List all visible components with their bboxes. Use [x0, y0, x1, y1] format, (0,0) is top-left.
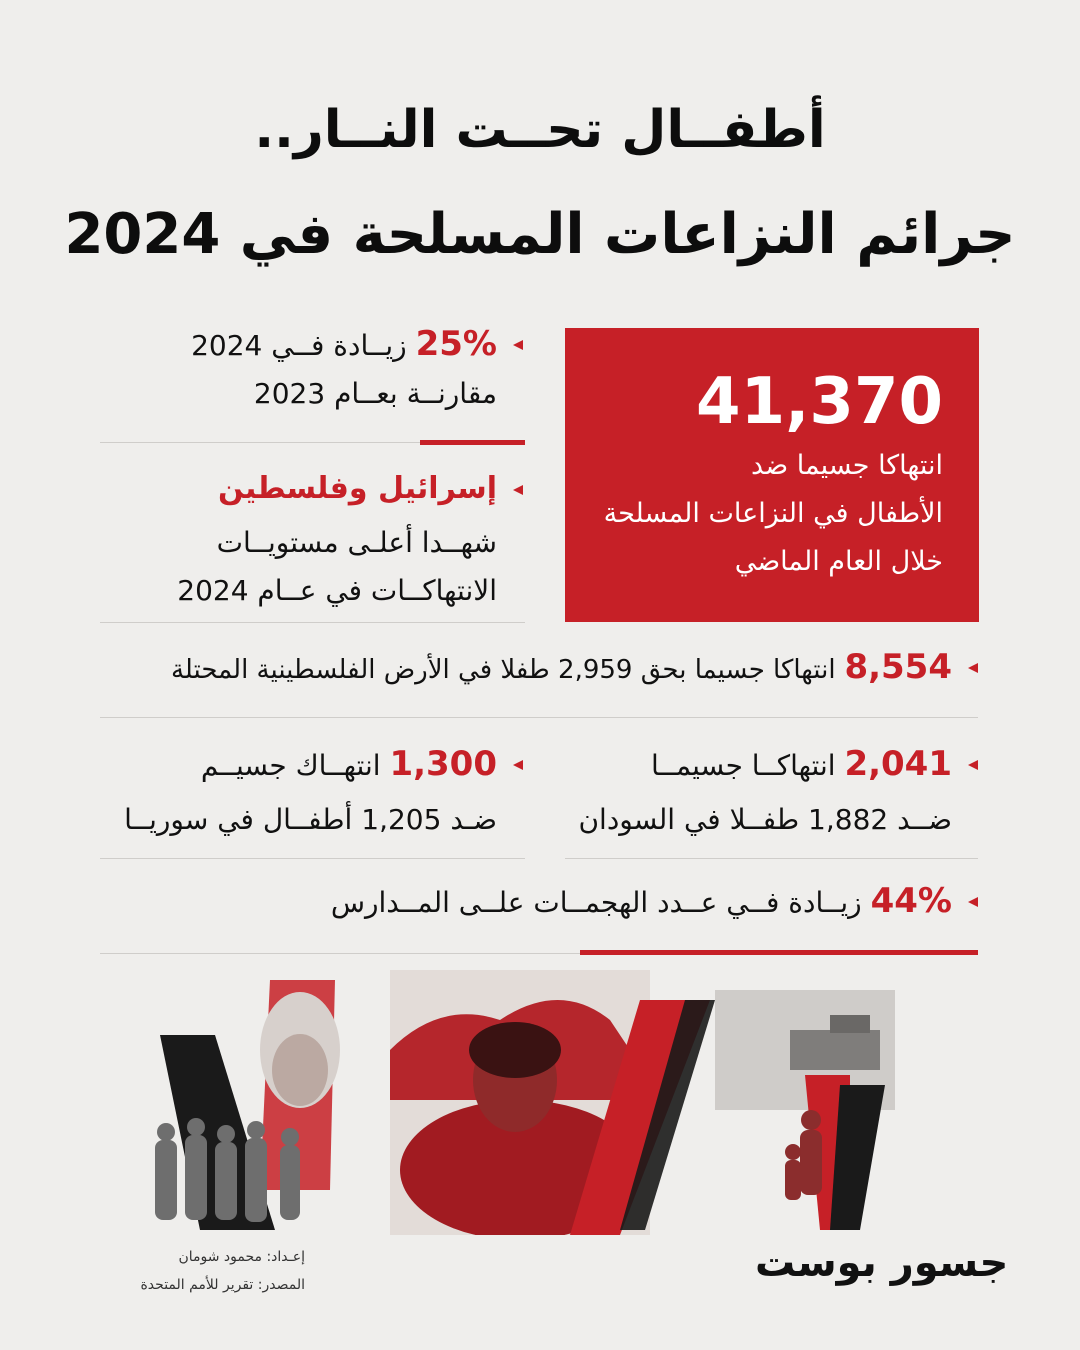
stat-schools-text: زيــادة فــي عــدد الهجمــات علــى المــدارس — [330, 886, 862, 919]
stat-increase-text: زيــادة فــي 2024 — [191, 329, 407, 362]
stat-schools-value: 44% — [870, 881, 952, 921]
stat-syria-text: انتهــاك جسيــم — [200, 749, 381, 782]
stat-syria-sub: ضـد 1,205 أطفــال في سوريــا — [124, 803, 497, 836]
stat-increase-sub: مقارنــة بعــام 2023 — [253, 377, 497, 410]
divider — [565, 858, 978, 859]
highlight-line-1: انتهاكا جسيما ضد — [751, 450, 943, 481]
footer-credits — [95, 1243, 305, 1299]
stat-sudan-sub: ضــد 1,882 طفــلا في السودان — [578, 803, 952, 836]
stat-israel-value: إسرائيل وفلسطين — [218, 471, 497, 506]
stat-israel-palestine — [77, 465, 497, 615]
stat-syria — [97, 740, 497, 844]
bullet-marker-icon — [968, 663, 978, 673]
highlight-box — [565, 328, 979, 622]
stat-increase — [77, 320, 497, 418]
red-accent-divider — [420, 440, 525, 445]
bullet-marker-icon — [968, 760, 978, 770]
bullet-marker-icon — [513, 485, 523, 495]
page-title-line-1: أطفــال تحــت النــار.. — [254, 100, 826, 160]
bullet-marker-icon — [968, 897, 978, 907]
page-title-line-2: جرائم النزاعات المسلحة في 2024 — [64, 202, 1016, 267]
photo-collage — [140, 960, 900, 1235]
divider — [100, 622, 525, 623]
stat-increase-value: 25% — [415, 324, 497, 364]
stat-sudan — [552, 740, 952, 844]
stat-israel-line-2: الانتهاكــات في عــام 2024 — [177, 574, 497, 607]
stat-palestine-value: 8,554 — [844, 647, 952, 687]
highlight-line-2: الأطفال في النزاعات المسلحة — [603, 498, 943, 529]
highlight-line-3: خلال العام الماضي — [734, 546, 943, 577]
stat-palestine — [92, 643, 952, 694]
stat-schools — [92, 877, 952, 927]
stat-syria-value: 1,300 — [389, 744, 497, 784]
highlight-number: 41,370 — [696, 365, 943, 439]
stat-israel-line-1: شهــدا أعلـى مستويــات — [216, 526, 497, 559]
children-photo — [785, 1110, 822, 1200]
stat-palestine-text: انتهاكا جسيما بحق 2,959 طفلا في الأرض الفلسطينية المحتلة — [170, 655, 836, 685]
stat-sudan-value: 2,041 — [844, 744, 952, 784]
divider — [100, 858, 525, 859]
red-accent-divider — [580, 950, 978, 955]
credit-text: إعـداد: محمود شومان — [178, 1249, 305, 1265]
bullet-marker-icon — [513, 340, 523, 350]
brand-logo: جسور بوست — [755, 1240, 1009, 1286]
bullet-marker-icon — [513, 760, 523, 770]
stat-sudan-text: انتهاكــا جسيمــا — [651, 749, 836, 782]
divider — [100, 717, 978, 718]
source-text: المصدر: تقرير للأمم المتحدة — [140, 1277, 305, 1293]
